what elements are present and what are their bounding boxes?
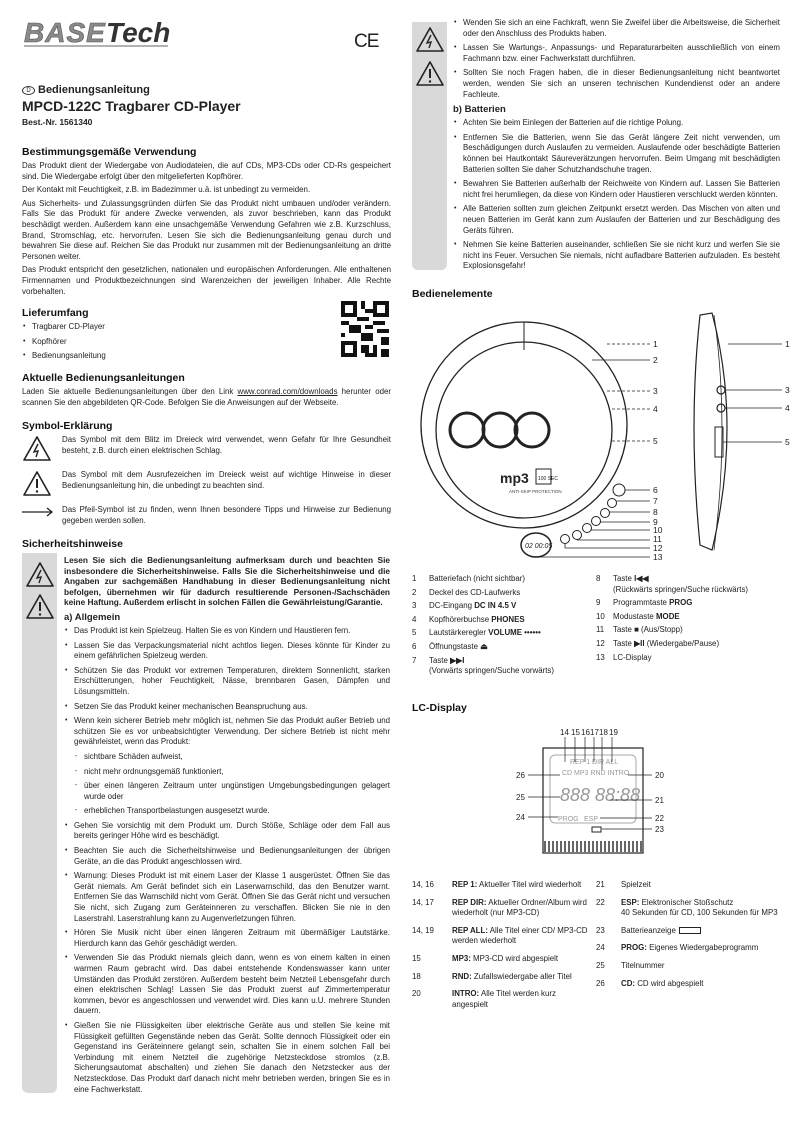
exclamation-warning-icon bbox=[22, 470, 54, 502]
callout-label: 14 bbox=[560, 728, 569, 737]
callout-label: 5 bbox=[785, 437, 790, 447]
basetech-logo bbox=[22, 16, 172, 53]
callout-label: 6 bbox=[653, 485, 658, 495]
item-bold: VOLUME •••••• bbox=[488, 628, 541, 638]
item-text: Alle Titel werden kurz angespielt bbox=[452, 989, 556, 1009]
item-bold: ▶II bbox=[634, 638, 645, 648]
language-d-icon: D bbox=[22, 86, 35, 95]
cd-player-diagram bbox=[412, 305, 792, 565]
downloads-link[interactable]: www.conrad.com/downloads bbox=[237, 386, 338, 396]
callout-label: 5 bbox=[653, 436, 658, 446]
item-number: 14, 16 bbox=[412, 880, 434, 889]
list-item: • Alle Batterien sollten zum gleichen Zeitpunkt ersetzt werden. Das Mischen von alten und neuen Batterien im Gerät kann zum Auslaufen der Batterien und zur Beschädigung des Geräts führen. bbox=[453, 204, 780, 236]
item-bold: I◀◀ bbox=[634, 574, 649, 583]
item-number: 1 bbox=[412, 574, 417, 583]
paragraph: Das Produkt dient der Wiedergabe von Audiodateien, die auf CDs, MP3-CDs oder CD-Rs gespeichert sind. Die Wiedergabe erfolgt über den mitgelieferten Kopfhörer. bbox=[22, 161, 391, 181]
item-number: 21 bbox=[596, 880, 605, 889]
item-text: Taste bbox=[613, 638, 635, 648]
control-item bbox=[412, 656, 592, 677]
page-title: MPCD-122C Tragbarer CD-Player bbox=[22, 98, 241, 114]
callout-label: 19 bbox=[609, 728, 618, 737]
item-bold: MP3: bbox=[452, 953, 471, 963]
item-number: 12 bbox=[596, 638, 605, 648]
item-number: 14, 17 bbox=[412, 897, 434, 907]
list-item: • Schützen Sie das Produkt vor extremen Temperaturen, direktem Sonnenlicht, starken Erschütterungen, hoher Feuchtigkeit, Nässe, brennbaren Gasen, Dämpfen und Lösungsmitteln. bbox=[64, 666, 390, 698]
symbol-description: Das Symbol mit dem Blitz im Dreieck wird verwendet, wenn Gefahr für Ihre Gesundheit besteht, z.B. durch einen elektrischen Schlag. bbox=[62, 435, 391, 455]
item-sub: 40 Sekunden für CD, 100 Sekunden für MP3 bbox=[621, 908, 778, 918]
item-text: Taste bbox=[613, 574, 635, 583]
lcd-list-right bbox=[596, 880, 786, 996]
item-number: 6 bbox=[412, 641, 417, 651]
list-item: • Warnung: Dieses Produkt ist mit einem Laser der Klasse 1 ausgerüstet. Öffnen Sie das Gerät niemals. Am Gerät befindet sich ein Laserwarnschild, das den Benutzer warnt. Entfernen Sie das Warnschild nicht vom Gerät. Öffnen Sie das Gerät nicht und versuchen Sie nicht, sich Zugang zum Geräteinneren zu verschaffen. Blicken Sie nie in den Laserstrahl. Laserstrahlung kann zu Augenverletzungen führen. bbox=[64, 871, 390, 924]
list-item: - nicht mehr ordnungsgemäß funktioniert, bbox=[74, 767, 390, 778]
warning-sidebar bbox=[412, 22, 447, 270]
item-bold: INTRO: bbox=[452, 989, 480, 999]
item-text: Programmtaste bbox=[613, 598, 670, 608]
list-item: • Hören Sie Musik nicht über einen längeren Zeitraum mit übermäßiger Lautstärke. Hierdurch kann das Gehör geschädigt werden. bbox=[64, 928, 390, 949]
control-item bbox=[596, 612, 786, 623]
control-item bbox=[412, 615, 592, 626]
lcd-item bbox=[412, 926, 594, 947]
callout-label: 20 bbox=[655, 771, 664, 780]
item-number: 4 bbox=[412, 614, 417, 624]
item-text: Batteriefach (nicht sichtbar) bbox=[429, 574, 526, 583]
list-item: • Beachten Sie auch die Sicherheitshinweise und Bedienungsanleitungen der übrigen Geräte, an die das Produkt angeschlossen wird. bbox=[64, 846, 390, 867]
section-heading: LC-Display bbox=[412, 702, 467, 714]
lcd-digits: 888 88:88 bbox=[560, 785, 641, 805]
item-bold: PROG bbox=[669, 598, 693, 608]
display-readout: 02 00:05 bbox=[525, 543, 553, 550]
item-number: 11 bbox=[596, 625, 605, 635]
anti-skip-label: ANTI-SKIP PROTECTION bbox=[509, 489, 562, 494]
item-text: Elektronischer Stoßschutz bbox=[639, 897, 734, 907]
item-number: 22 bbox=[596, 897, 605, 907]
svg-text:Tech: Tech bbox=[106, 17, 171, 48]
control-item bbox=[412, 628, 592, 639]
lcd-esp: ESP bbox=[584, 816, 599, 823]
control-item bbox=[412, 588, 592, 599]
order-number: Best.-Nr. 1561340 bbox=[22, 117, 93, 127]
item-number: 13 bbox=[596, 652, 605, 662]
list-item: • Gießen Sie nie Flüssigkeiten über elektrische Geräte aus und stellen Sie keine mit Flüssigkeit gefüllten Gegenstände neben das Gerät. Sollte dennoch Flüssigkeit oder ein Gegenstand ins Geräteinnere gelangt sein, schalten Sie in einem solchen Fall bei Verbindung mit einem Netzteil die zugehörige Netzsteckdose stromlos (z.B. Sicherungsautomat abschalten) und ziehen Sie danach den Netzstecker aus der Netzsteckdose. Das Produkt darf danach nicht mehr betrieben werden, bringen Sie es in eine Fachwerkstatt. bbox=[64, 1021, 390, 1095]
item-number: 20 bbox=[412, 989, 421, 999]
item-text: Batterieanzeige bbox=[621, 925, 679, 935]
list-item: • Achten Sie beim Einlegen der Batterien auf die richtige Polung. bbox=[453, 118, 780, 129]
item-bold: ▶▶I bbox=[450, 655, 465, 665]
callout-label: 21 bbox=[655, 796, 664, 805]
list-item: • Kopfhörer bbox=[22, 337, 391, 348]
item-bold: REP DIR: bbox=[452, 897, 487, 907]
item-text: MP3-CD wird abgespielt bbox=[470, 953, 559, 963]
item-text: Deckel des CD-Laufwerks bbox=[429, 587, 521, 597]
item-number: 3 bbox=[412, 601, 417, 611]
list-item: • Bedienungsanleitung bbox=[22, 351, 391, 362]
callout-label: 8 bbox=[653, 507, 658, 517]
callout-label: 3 bbox=[785, 385, 790, 395]
lcd-item bbox=[596, 943, 786, 954]
lightning-warning-icon bbox=[22, 435, 54, 467]
item-number: 23 bbox=[596, 925, 605, 935]
intended-use-section bbox=[22, 146, 391, 297]
list-item: • Tragbarer CD-Player bbox=[22, 322, 391, 333]
list-item: • Wenn kein sicherer Betrieb mehr möglich ist, nehmen Sie das Produkt außer Betrieb und schützen Sie es vor unbeabsichtigter Verwendung. Der sichere Betrieb ist nicht mehr gewährleistet, wenn das Produkt: bbox=[64, 716, 390, 748]
item-text: Zufallswiedergabe aller Titel bbox=[471, 971, 572, 981]
callout-label: 11 bbox=[653, 534, 662, 544]
item-text: Alle Titel einer CD/ MP3-CD werden wiederholt bbox=[452, 925, 588, 946]
item-number: 15 bbox=[412, 953, 421, 963]
item-number: 2 bbox=[412, 587, 417, 597]
list-item: - sichtbare Schäden aufweist, bbox=[74, 752, 390, 763]
section-heading: Aktuelle Bedienungsanleitungen bbox=[22, 371, 185, 384]
item-bold: DC IN 4.5 V bbox=[474, 601, 517, 611]
control-item bbox=[596, 598, 786, 609]
control-item bbox=[412, 574, 592, 585]
callout-label: 2 bbox=[653, 355, 658, 365]
controls-list-right bbox=[596, 574, 786, 666]
callout-label: 17 bbox=[590, 728, 599, 737]
item-text: Taste bbox=[613, 625, 635, 635]
arrow-right-icon bbox=[22, 505, 54, 529]
item-number: 9 bbox=[596, 598, 601, 608]
item-number: 8 bbox=[596, 574, 601, 583]
item-number: 18 bbox=[412, 971, 421, 981]
section-heading: Bestimmungsgemäße Verwendung bbox=[22, 146, 197, 158]
lightning-warning-icon bbox=[415, 26, 445, 53]
list-item: • Lassen Sie Wartungs-, Anpassungs- und Reparaturarbeiten ausschließlich von einem Fachmann bzw. einer Fachwerkstatt durchführen. bbox=[453, 43, 780, 64]
lcd-prog: PROG bbox=[558, 816, 579, 823]
battery-icon bbox=[679, 927, 701, 934]
callout-label: 13 bbox=[653, 552, 663, 562]
esp-badge: 100 SEC bbox=[538, 476, 559, 482]
item-bold: PHONES bbox=[491, 614, 525, 624]
safety-intro: Lesen Sie sich die Bedienungsanleitung aufmerksam durch und beachten Sie insbesondere die Sicherheitshinweise. Falls Sie die Sicherheitshinweise und die Angaben zur sachgemäßen Handhabung in dieser Bedienungsanleitung nicht befolgen, übernehmen wir für dadurch resultierende Personen-/Sachschäden keine Haftung. Außerdem erlischt in solchen Fällen die Gewährleistung/Garantie. bbox=[64, 555, 390, 608]
callout-label: 12 bbox=[653, 543, 663, 553]
lcd-item bbox=[596, 979, 786, 990]
item-text: Kopfhörerbuchse bbox=[429, 614, 492, 624]
item-after: (Wiedergabe/Pause) bbox=[644, 638, 720, 648]
list-item: - erheblichen Transportbelastungen ausgesetzt wurde. bbox=[74, 806, 390, 817]
exclamation-warning-icon bbox=[25, 593, 55, 620]
item-bold: RND: bbox=[452, 971, 472, 981]
mp3-logo: mp3 bbox=[500, 470, 529, 486]
callout-label: 18 bbox=[599, 728, 608, 737]
lcd-item bbox=[412, 954, 594, 965]
callout-label: 10 bbox=[653, 525, 663, 535]
item-bold: ⏏ bbox=[480, 641, 488, 651]
lcd-row-2: CD MP3 RND INTRO bbox=[562, 770, 630, 777]
item-text: Spielzeit bbox=[621, 880, 651, 889]
section-heading: Symbol-Erklärung bbox=[22, 420, 113, 433]
item-sub: (Vorwärts springen/Suche vorwärts) bbox=[429, 666, 554, 676]
paragraph: Der Kontakt mit Feuchtigkeit, z.B. im Badezimmer u.ä. ist unbedingt zu vermeiden. bbox=[22, 185, 311, 195]
item-bold: ESP: bbox=[621, 897, 640, 907]
item-text: DC-Eingang bbox=[429, 601, 475, 611]
warning-sidebar bbox=[22, 553, 57, 1093]
item-text: Aktueller Titel wird wiederholt bbox=[477, 880, 582, 889]
svg-text:BASE: BASE bbox=[24, 17, 106, 48]
symbol-description: Das Symbol mit dem Ausrufezeichen im Dreieck weist auf wichtige Hinweise in dieser Bedienungsanleitung hin, die unbedingt zu beachten sind. bbox=[62, 470, 391, 490]
ce-mark: CE bbox=[354, 31, 379, 52]
lcd-diagram bbox=[510, 725, 680, 855]
item-bold: CD: bbox=[621, 978, 636, 988]
lcd-row-1: REP 1 DIR ALL bbox=[570, 759, 619, 766]
player-side-view bbox=[694, 313, 727, 550]
lcd-contacts bbox=[545, 841, 641, 852]
callout-label: 23 bbox=[655, 825, 664, 834]
control-item bbox=[412, 642, 592, 653]
callout-label: 1 bbox=[653, 339, 658, 349]
item-text: Modustaste bbox=[613, 611, 656, 621]
lcd-item bbox=[596, 926, 786, 937]
item-text: Lautstärkeregler bbox=[429, 628, 489, 638]
item-number: 10 bbox=[596, 611, 605, 621]
item-number: 5 bbox=[412, 628, 417, 638]
item-number: 24 bbox=[596, 943, 605, 953]
callout-label: 7 bbox=[653, 496, 658, 506]
lcd-item bbox=[596, 898, 786, 919]
callout-label: 3 bbox=[653, 386, 658, 396]
list-item: • Entfernen Sie die Batterien, wenn Sie das Gerät längere Zeit nicht verwenden, um Beschädigungen durch Auslaufen zu vermeiden. Auslaufende oder beschädigte Batterien können bei Hautkontakt Säureverätzungen hervorrufen. Beim Umgang mit beschädigten Batterien sollten Sie daher Schutzhandschuhe tragen. bbox=[453, 133, 780, 175]
list-item: - über einen längeren Zeitraum unter ungünstigen Umgebungsbedingungen gelagert wurde oder bbox=[74, 781, 390, 802]
subsection-heading: b) Batterien bbox=[453, 104, 506, 116]
lid-circle bbox=[483, 413, 517, 447]
item-bold: REP 1: bbox=[452, 880, 478, 889]
callout-label: 4 bbox=[785, 403, 790, 413]
list-item: • Lassen Sie das Verpackungsmaterial nicht achtlos liegen. Dieses könnte für Kinder zu einem gefährlichen Spielzeug werden. bbox=[64, 641, 390, 662]
lid-circle bbox=[450, 413, 484, 447]
item-text: Aktueller Ordner/Album wird wiederholt (nur MP3-CD) bbox=[452, 897, 587, 918]
lcd-item bbox=[412, 880, 594, 891]
text: herunter oder scannen Sie den abgebildeten QR-Code. Befolgen Sie die Anweisungen auf der Webseite. bbox=[22, 386, 391, 407]
item-text: CD wird abgespielt bbox=[635, 978, 704, 988]
callout-label: 4 bbox=[653, 404, 658, 414]
lcd-item bbox=[412, 898, 594, 919]
callout-label: 1 bbox=[785, 339, 790, 349]
item-bold: MODE bbox=[655, 611, 680, 621]
lcd-item bbox=[596, 880, 786, 891]
list-item: • Nehmen Sie keine Batterien auseinander, schließen Sie sie nicht kurz und werfen Sie sie nicht ins Feuer. Versuchen Sie niemals, nicht aufladbare Batterien aufzuladen. Es besteht Explosionsgefahr! bbox=[453, 240, 780, 272]
item-text: Öffnungstaste bbox=[429, 641, 481, 651]
section-heading: Bedienelemente bbox=[412, 288, 493, 300]
item-number: 26 bbox=[596, 978, 605, 988]
manuals-section bbox=[22, 372, 391, 408]
section-heading: Sicherheitshinweise bbox=[22, 538, 123, 550]
symbol-description: Das Pfeil-Symbol ist zu finden, wenn Ihnen besondere Tipps und Hinweise zur Bedienung gegeben werden sollen. bbox=[62, 505, 391, 525]
callout-label: 26 bbox=[516, 771, 525, 780]
callout-label: 25 bbox=[516, 793, 525, 802]
item-number: 25 bbox=[596, 960, 605, 970]
control-item bbox=[596, 639, 786, 650]
lcd-item bbox=[412, 989, 594, 1010]
callout-label: 22 bbox=[655, 814, 664, 823]
lightning-warning-icon bbox=[25, 561, 55, 588]
paragraph: Das Produkt entspricht den gesetzlichen, nationalen und europäischen Anforderungen. Alle enthaltenen Firmennamen und Produktbezeichnungen sind Warenzeichen der jeweiligen Inhaber. Alle Rechte vorbehalten. bbox=[22, 265, 391, 296]
list-item: • Das Produkt ist kein Spielzeug. Halten Sie es von Kindern und Haustieren fern. bbox=[64, 626, 390, 637]
item-bold: REP ALL: bbox=[452, 925, 488, 935]
item-text: Titelnummer bbox=[621, 960, 665, 970]
doc-type: Bedienungsanleitung bbox=[38, 84, 150, 96]
section-heading: Lieferumfang bbox=[22, 307, 89, 320]
text: Laden Sie aktuelle Bedienungsanleitungen über den Link bbox=[22, 386, 238, 396]
lid-circle bbox=[515, 413, 549, 447]
callout-label: 15 bbox=[571, 728, 580, 737]
subsection-heading: a) Allgemein bbox=[64, 611, 121, 623]
callout-label: 24 bbox=[516, 813, 525, 822]
list-item: • Setzen Sie das Produkt keiner mechanischen Beanspruchung aus. bbox=[64, 702, 390, 713]
item-number: 7 bbox=[412, 655, 417, 665]
item-after: (Aus/Stopp) bbox=[638, 625, 683, 635]
control-item bbox=[596, 653, 786, 664]
item-sub: (Rückwärts springen/Suche rückwärts) bbox=[613, 584, 749, 594]
paragraph: Aus Sicherheits- und Zulassungsgründen dürfen Sie das Produkt nicht umbauen und/oder verändern. Falls Sie das Produkt für andere Zwecke verwenden, als zuvor beschrieben, kann das Produkt beschädigt werden. Außerdem kann eine unsachgemäße Verwendung Gefahren wie z.B. Kurzschluss, Brand, Stromschlag, etc. hervorrufen. Lesen Sie sich die Bedienungsanleitung genau durch und bewahren Sie diese auf. Reichen Sie das Produkt nur zusammen mit der Bedienungsanleitung an dritte Personen weiter. bbox=[22, 198, 391, 261]
item-number: 14, 19 bbox=[412, 925, 434, 935]
item-text: LC-Display bbox=[613, 652, 652, 662]
qr-code[interactable] bbox=[341, 301, 389, 362]
item-bold: PROG: bbox=[621, 943, 647, 953]
scope-section bbox=[22, 307, 391, 362]
item-text: Eigenes Wiedergabeprogramm bbox=[646, 943, 759, 953]
item-text: Taste bbox=[429, 655, 451, 665]
list-item: • Bewahren Sie Batterien außerhalb der Reichweite von Kindern auf. Lassen Sie Batterien nicht frei herumliegen, da diese von Kindern oder Haustieren verschluckt werden könnten. bbox=[453, 179, 780, 200]
control-item bbox=[596, 574, 786, 595]
list-item: • Gehen Sie vorsichtig mit dem Produkt um. Durch Stöße, Schläge oder dem Fall aus bereits geringer Höhe wird es beschädigt. bbox=[64, 821, 390, 842]
exclamation-warning-icon bbox=[415, 60, 445, 87]
list-item: • Wenden Sie sich an eine Fachkraft, wenn Sie Zweifel über die Arbeitsweise, die Sicherheit oder den Anschluss des Produkts haben. bbox=[453, 18, 780, 39]
lcd-item bbox=[412, 972, 594, 983]
list-item: • Sollten Sie noch Fragen haben, die in dieser Bedienungsanleitung nicht beantwortet werden, wenden Sie sich an unseren technischen Kundendienst oder an andere Fachleute. bbox=[453, 68, 780, 100]
callout-label: 9 bbox=[653, 517, 658, 527]
control-item bbox=[596, 625, 786, 636]
symbols-section bbox=[22, 420, 391, 529]
callout-label: 16 bbox=[581, 728, 590, 737]
control-item bbox=[412, 601, 592, 612]
lcd-item bbox=[596, 961, 786, 972]
list-item: • Verwenden Sie das Produkt niemals gleich dann, wenn es von einem kalten in einen warmen Raum gebracht wird. Das dabei entstehende Kondenswasser kann unter Umständen das Produkt zerstören. Außerdem besteht beim Netzteil Lebensgefahr durch einen elektrischen Schlag! Lassen Sie das Produkt zuerst auf Zimmertemperatur kommen, bevor es angeschlossen und verwendet wird. Dies kann u.U. mehrere Stunden dauern. bbox=[64, 953, 390, 1017]
lcd-list-left bbox=[412, 880, 594, 1017]
item-bold: ■ bbox=[634, 625, 639, 635]
controls-list-left bbox=[412, 574, 592, 680]
